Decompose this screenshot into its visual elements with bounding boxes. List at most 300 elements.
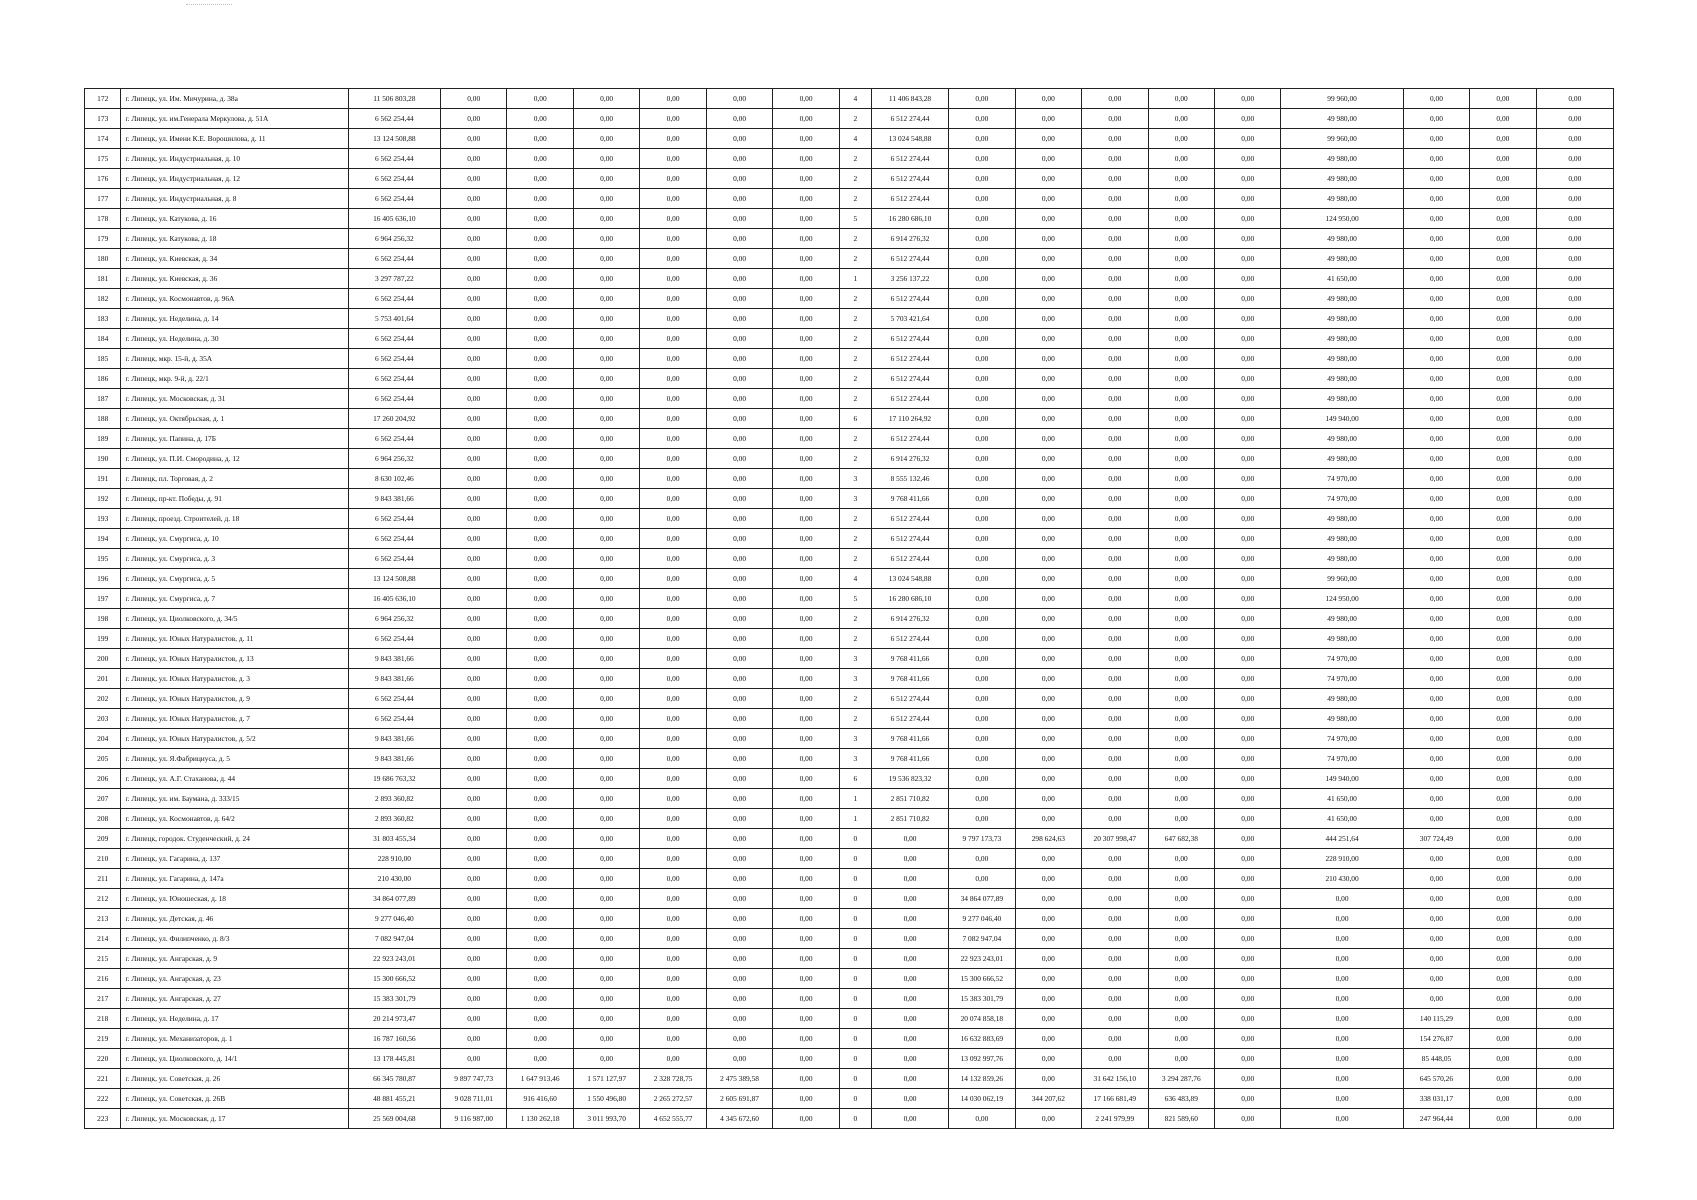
- value-cell: 0,00: [1082, 509, 1148, 529]
- value-cell: 0,00: [507, 369, 573, 389]
- address-cell: г. Липецк, ул. Им. Мичурина, д. 38а: [121, 89, 348, 109]
- address-cell: г. Липецк, ул. Октябрьская, д. 1: [121, 409, 348, 429]
- value-cell: 16 280 686,10: [871, 589, 948, 609]
- value-cell: 0,00: [507, 689, 573, 709]
- value-cell: 0,00: [507, 869, 573, 889]
- value-cell: 0,00: [871, 909, 948, 929]
- value-cell: 0,00: [1403, 189, 1469, 209]
- value-cell: 0,00: [1015, 949, 1081, 969]
- row-number-cell: 189: [85, 429, 121, 449]
- address-cell: г. Липецк, ул. Юных Натуралистов, д. 5/2: [121, 729, 348, 749]
- value-cell: 0,00: [1215, 569, 1281, 589]
- value-cell: 6 512 274,44: [871, 549, 948, 569]
- value-cell: 821 589,60: [1148, 1109, 1214, 1129]
- row-number-cell: 217: [85, 989, 121, 1009]
- value-cell: 0,00: [1148, 329, 1214, 349]
- value-cell: 0,00: [1470, 149, 1536, 169]
- value-cell: 0,00: [1403, 749, 1469, 769]
- value-cell: 0,00: [640, 129, 706, 149]
- value-cell: 0,00: [1470, 369, 1536, 389]
- value-cell: 0,00: [1082, 709, 1148, 729]
- value-cell: 0,00: [1082, 849, 1148, 869]
- row-number-cell: 190: [85, 449, 121, 469]
- value-cell: 0,00: [573, 389, 639, 409]
- table-row: [85, 1069, 1614, 1089]
- value-cell: 17 260 204,92: [348, 409, 440, 429]
- value-cell: 0,00: [1536, 629, 1613, 649]
- value-cell: 0,00: [507, 669, 573, 689]
- value-cell: 0,00: [1403, 729, 1469, 749]
- value-cell: 0,00: [1015, 989, 1081, 1009]
- value-cell: 0,00: [1403, 429, 1469, 449]
- value-cell: 636 483,89: [1148, 1089, 1214, 1109]
- value-cell: 0,00: [1082, 209, 1148, 229]
- value-cell: 0,00: [1470, 729, 1536, 749]
- value-cell: 0,00: [1403, 389, 1469, 409]
- value-cell: 0,00: [1148, 589, 1214, 609]
- row-number-cell: 178: [85, 209, 121, 229]
- value-cell: 0,00: [507, 529, 573, 549]
- value-cell: 9 116 987,00: [440, 1109, 506, 1129]
- table-row: [85, 269, 1614, 289]
- value-cell: 9 277 046,40: [949, 909, 1015, 929]
- value-cell: 0,00: [706, 509, 772, 529]
- value-cell: 0,00: [640, 569, 706, 589]
- value-cell: 0,00: [573, 589, 639, 609]
- value-cell: 0,00: [949, 1109, 1015, 1129]
- value-cell: 0,00: [1470, 1069, 1536, 1089]
- value-cell: 0,00: [573, 369, 639, 389]
- value-cell: 0,00: [773, 409, 839, 429]
- value-cell: 0: [839, 929, 871, 949]
- value-cell: 0,00: [640, 209, 706, 229]
- value-cell: 6 964 256,32: [348, 229, 440, 249]
- value-cell: 0,00: [706, 149, 772, 169]
- value-cell: 0,00: [1148, 969, 1214, 989]
- value-cell: 0,00: [1148, 769, 1214, 789]
- value-cell: 0,00: [440, 709, 506, 729]
- value-cell: 15 383 301,79: [348, 989, 440, 1009]
- value-cell: 140 115,29: [1403, 1009, 1469, 1029]
- value-cell: 0,00: [706, 749, 772, 769]
- address-cell: г. Липецк, ул. Московская, д. 17: [121, 1109, 348, 1129]
- value-cell: 0,00: [1015, 909, 1081, 929]
- value-cell: 0,00: [440, 449, 506, 469]
- value-cell: 0,00: [1403, 869, 1469, 889]
- table-row: [85, 649, 1614, 669]
- value-cell: 0,00: [1015, 169, 1081, 189]
- value-cell: 0,00: [507, 509, 573, 529]
- value-cell: 0,00: [1403, 989, 1469, 1009]
- value-cell: 0: [839, 1089, 871, 1109]
- address-cell: г. Липецк, ул. Неделина, д. 14: [121, 309, 348, 329]
- value-cell: 0,00: [1215, 149, 1281, 169]
- value-cell: 0,00: [1015, 449, 1081, 469]
- value-cell: 0,00: [1470, 429, 1536, 449]
- address-cell: г. Липецк, ул. Индустриальная, д. 12: [121, 169, 348, 189]
- row-number-cell: 215: [85, 949, 121, 969]
- row-number-cell: 175: [85, 149, 121, 169]
- table-row: [85, 969, 1614, 989]
- value-cell: 0,00: [1403, 349, 1469, 369]
- value-cell: 0,00: [640, 349, 706, 369]
- value-cell: 0,00: [640, 929, 706, 949]
- value-cell: 0,00: [1148, 849, 1214, 869]
- value-cell: 0,00: [1015, 229, 1081, 249]
- value-cell: 0,00: [949, 629, 1015, 649]
- value-cell: 2 893 360,82: [348, 789, 440, 809]
- value-cell: 0,00: [640, 949, 706, 969]
- value-cell: 11 506 803,28: [348, 89, 440, 109]
- value-cell: 0,00: [1148, 689, 1214, 709]
- value-cell: 0,00: [949, 869, 1015, 889]
- value-cell: 0,00: [1082, 189, 1148, 209]
- value-cell: 0,00: [1470, 849, 1536, 869]
- value-cell: 6 562 254,44: [348, 689, 440, 709]
- value-cell: 0,00: [1148, 389, 1214, 409]
- value-cell: 0,00: [949, 609, 1015, 629]
- value-cell: 0,00: [1536, 809, 1613, 829]
- row-number-cell: 172: [85, 89, 121, 109]
- value-cell: 0: [839, 1109, 871, 1129]
- value-cell: 0,00: [640, 649, 706, 669]
- value-cell: 0,00: [440, 109, 506, 129]
- value-cell: 0,00: [871, 1069, 948, 1089]
- value-cell: 0,00: [1281, 889, 1403, 909]
- value-cell: 0,00: [507, 129, 573, 149]
- value-cell: 0,00: [1470, 749, 1536, 769]
- value-cell: 0,00: [1536, 89, 1613, 109]
- value-cell: 0,00: [573, 89, 639, 109]
- table-row: [85, 449, 1614, 469]
- value-cell: 0,00: [1015, 869, 1081, 889]
- value-cell: 0,00: [1403, 909, 1469, 929]
- value-cell: 0,00: [1470, 189, 1536, 209]
- value-cell: 0,00: [640, 989, 706, 1009]
- value-cell: 0,00: [1536, 909, 1613, 929]
- value-cell: 0,00: [1215, 1029, 1281, 1049]
- value-cell: 0,00: [1015, 549, 1081, 569]
- value-cell: 0,00: [1470, 489, 1536, 509]
- value-cell: 0,00: [1148, 869, 1214, 889]
- value-cell: 0,00: [1082, 449, 1148, 469]
- value-cell: 0,00: [1215, 529, 1281, 549]
- value-cell: 1 550 496,80: [573, 1089, 639, 1109]
- value-cell: 0,00: [640, 689, 706, 709]
- value-cell: 0,00: [1148, 149, 1214, 169]
- value-cell: 0,00: [640, 449, 706, 469]
- value-cell: 0,00: [1470, 109, 1536, 129]
- value-cell: 0: [839, 849, 871, 869]
- value-cell: 0,00: [1536, 669, 1613, 689]
- address-cell: г. Липецк, ул. Юных Натуралистов, д. 13: [121, 649, 348, 669]
- value-cell: 6 562 254,44: [348, 389, 440, 409]
- value-cell: 0,00: [1082, 369, 1148, 389]
- value-cell: 49 980,00: [1281, 529, 1403, 549]
- table-row: [85, 809, 1614, 829]
- value-cell: 0,00: [1536, 1069, 1613, 1089]
- value-cell: 0,00: [871, 829, 948, 849]
- value-cell: 444 251,64: [1281, 829, 1403, 849]
- value-cell: 0,00: [949, 89, 1015, 109]
- value-cell: 0,00: [773, 149, 839, 169]
- value-cell: 0,00: [1215, 209, 1281, 229]
- value-cell: 0,00: [573, 629, 639, 649]
- value-cell: 49 980,00: [1281, 229, 1403, 249]
- value-cell: 0,00: [1015, 709, 1081, 729]
- value-cell: 0,00: [440, 589, 506, 609]
- row-number-cell: 186: [85, 369, 121, 389]
- value-cell: 0,00: [573, 189, 639, 209]
- value-cell: 0,00: [1403, 629, 1469, 649]
- table-row: [85, 689, 1614, 709]
- value-cell: 0,00: [1403, 549, 1469, 569]
- value-cell: 0,00: [507, 329, 573, 349]
- value-cell: 0,00: [706, 1049, 772, 1069]
- value-cell: 0,00: [1470, 469, 1536, 489]
- value-cell: 31 803 455,34: [348, 829, 440, 849]
- value-cell: 0,00: [1536, 289, 1613, 309]
- value-cell: 0,00: [949, 169, 1015, 189]
- value-cell: 0,00: [1403, 649, 1469, 669]
- table-row: [85, 249, 1614, 269]
- value-cell: 0,00: [706, 229, 772, 249]
- value-cell: 0,00: [507, 849, 573, 869]
- value-cell: 0,00: [1082, 929, 1148, 949]
- value-cell: 0,00: [1015, 1029, 1081, 1049]
- value-cell: 6 964 256,32: [348, 449, 440, 469]
- value-cell: 0,00: [573, 289, 639, 309]
- value-cell: 0,00: [1470, 589, 1536, 609]
- address-cell: г. Липецк, ул. Смургиса, д. 7: [121, 589, 348, 609]
- value-cell: 0,00: [440, 769, 506, 789]
- value-cell: 0,00: [440, 269, 506, 289]
- value-cell: 0,00: [706, 309, 772, 329]
- value-cell: 0,00: [773, 509, 839, 529]
- value-cell: 0,00: [773, 649, 839, 669]
- value-cell: 74 970,00: [1281, 469, 1403, 489]
- value-cell: 3: [839, 669, 871, 689]
- value-cell: 0,00: [1148, 569, 1214, 589]
- value-cell: 0,00: [706, 449, 772, 469]
- value-cell: 0,00: [1403, 149, 1469, 169]
- value-cell: 3 256 137,22: [871, 269, 948, 289]
- address-cell: г. Липецк, ул. им.Генерала Меркулова, д. 51А: [121, 109, 348, 129]
- value-cell: 0,00: [1536, 989, 1613, 1009]
- value-cell: 0,00: [1082, 729, 1148, 749]
- value-cell: 0,00: [1082, 589, 1148, 609]
- address-cell: г. Липецк, ул. Гагарина, д. 137: [121, 849, 348, 869]
- value-cell: 0,00: [507, 209, 573, 229]
- address-cell: г. Липецк, ул. Киевская, д. 36: [121, 269, 348, 289]
- value-cell: 0,00: [1148, 189, 1214, 209]
- address-cell: г. Липецк, мкр. 9-й, д. 22/1: [121, 369, 348, 389]
- value-cell: 0,00: [1536, 1109, 1613, 1129]
- value-cell: 6 512 274,44: [871, 689, 948, 709]
- row-number-cell: 177: [85, 189, 121, 209]
- value-cell: 0,00: [1015, 409, 1081, 429]
- value-cell: 74 970,00: [1281, 649, 1403, 669]
- value-cell: 0,00: [640, 889, 706, 909]
- value-cell: 0,00: [440, 929, 506, 949]
- table-row: [85, 549, 1614, 569]
- value-cell: 0,00: [507, 89, 573, 109]
- value-cell: 0,00: [440, 969, 506, 989]
- value-cell: 0,00: [1536, 249, 1613, 269]
- value-cell: 74 970,00: [1281, 729, 1403, 749]
- value-cell: 0,00: [1015, 149, 1081, 169]
- value-cell: 0,00: [706, 249, 772, 269]
- value-cell: 14 030 062,19: [949, 1089, 1015, 1109]
- value-cell: 1: [839, 789, 871, 809]
- table-row: [85, 629, 1614, 649]
- value-cell: 0,00: [706, 389, 772, 409]
- value-cell: 0,00: [1015, 749, 1081, 769]
- value-cell: 0,00: [640, 969, 706, 989]
- value-cell: 0,00: [1148, 889, 1214, 909]
- value-cell: 0,00: [573, 689, 639, 709]
- value-cell: 0,00: [1470, 349, 1536, 369]
- table-row: [85, 729, 1614, 749]
- value-cell: 4: [839, 89, 871, 109]
- value-cell: 0,00: [573, 209, 639, 229]
- value-cell: 0,00: [1015, 809, 1081, 829]
- table-row: [85, 1089, 1614, 1109]
- value-cell: 0,00: [949, 409, 1015, 429]
- row-number-cell: 223: [85, 1109, 121, 1129]
- value-cell: 0,00: [1215, 349, 1281, 369]
- value-cell: 0,00: [507, 1049, 573, 1069]
- value-cell: 0,00: [1082, 129, 1148, 149]
- row-number-cell: 183: [85, 309, 121, 329]
- address-cell: г. Липецк, ул. А.Г. Стаханова, д. 44: [121, 769, 348, 789]
- value-cell: 0,00: [706, 869, 772, 889]
- value-cell: 0,00: [507, 1009, 573, 1029]
- value-cell: 15 383 301,79: [949, 989, 1015, 1009]
- value-cell: 0,00: [1015, 389, 1081, 409]
- value-cell: 0,00: [1536, 889, 1613, 909]
- value-cell: 14 132 859,26: [949, 1069, 1015, 1089]
- value-cell: 0,00: [1281, 1109, 1403, 1129]
- address-cell: г. Липецк, ул. П.И. Смородина, д. 12: [121, 449, 348, 469]
- value-cell: 0,00: [773, 209, 839, 229]
- row-number-cell: 211: [85, 869, 121, 889]
- value-cell: 2 265 272,57: [640, 1089, 706, 1109]
- value-cell: 0,00: [949, 209, 1015, 229]
- value-cell: 0,00: [1536, 389, 1613, 409]
- value-cell: 0,00: [773, 749, 839, 769]
- value-cell: 0,00: [1082, 529, 1148, 549]
- value-cell: 0,00: [706, 809, 772, 829]
- value-cell: 0,00: [440, 89, 506, 109]
- value-cell: 0,00: [949, 649, 1015, 669]
- value-cell: 0,00: [1015, 569, 1081, 589]
- value-cell: 0,00: [1082, 149, 1148, 169]
- value-cell: 0,00: [949, 709, 1015, 729]
- value-cell: 6 562 254,44: [348, 429, 440, 449]
- value-cell: 0,00: [1281, 989, 1403, 1009]
- value-cell: 0,00: [773, 629, 839, 649]
- value-cell: 0,00: [1082, 469, 1148, 489]
- value-cell: 0,00: [1403, 129, 1469, 149]
- value-cell: 0,00: [440, 349, 506, 369]
- value-cell: 0,00: [1536, 869, 1613, 889]
- value-cell: 49 980,00: [1281, 369, 1403, 389]
- value-cell: 0,00: [573, 709, 639, 729]
- value-cell: 0,00: [1403, 709, 1469, 729]
- value-cell: 0,00: [773, 449, 839, 469]
- table-row: [85, 889, 1614, 909]
- value-cell: 3: [839, 469, 871, 489]
- address-cell: г. Липецк, ул. Смургиса, д. 10: [121, 529, 348, 549]
- value-cell: 0,00: [1015, 109, 1081, 129]
- value-cell: 0,00: [440, 609, 506, 629]
- value-cell: 13 124 508,88: [348, 569, 440, 589]
- value-cell: 0,00: [1403, 969, 1469, 989]
- value-cell: 6 914 276,32: [871, 449, 948, 469]
- value-cell: 0,00: [1082, 889, 1148, 909]
- value-cell: 0,00: [1281, 969, 1403, 989]
- address-cell: г. Липецк, ул. Юных Натуралистов, д. 9: [121, 689, 348, 709]
- address-cell: г. Липецк, ул. Ангарская, д. 27: [121, 989, 348, 1009]
- value-cell: 0,00: [1281, 1089, 1403, 1109]
- value-cell: 0,00: [1536, 969, 1613, 989]
- value-cell: 0,00: [440, 509, 506, 529]
- value-cell: 6 512 274,44: [871, 509, 948, 529]
- value-cell: 0,00: [1536, 149, 1613, 169]
- value-cell: 0,00: [1082, 409, 1148, 429]
- row-number-cell: 214: [85, 929, 121, 949]
- value-cell: 0,00: [773, 329, 839, 349]
- value-cell: 0,00: [1148, 269, 1214, 289]
- value-cell: 0,00: [1082, 329, 1148, 349]
- value-cell: 0,00: [1470, 809, 1536, 829]
- value-cell: 0,00: [573, 749, 639, 769]
- value-cell: 0,00: [1215, 429, 1281, 449]
- value-cell: 0,00: [573, 149, 639, 169]
- value-cell: 0,00: [1470, 269, 1536, 289]
- value-cell: 8 630 102,46: [348, 469, 440, 489]
- value-cell: 0,00: [1470, 629, 1536, 649]
- value-cell: 49 980,00: [1281, 329, 1403, 349]
- row-number-cell: 203: [85, 709, 121, 729]
- value-cell: 49 980,00: [1281, 549, 1403, 569]
- value-cell: 0,00: [706, 649, 772, 669]
- value-cell: 0,00: [1470, 649, 1536, 669]
- value-cell: 0,00: [1470, 549, 1536, 569]
- value-cell: 0,00: [949, 569, 1015, 589]
- table-row: [85, 829, 1614, 849]
- address-cell: г. Липецк, ул. Имени К.Е. Ворошилова, д. 11: [121, 129, 348, 149]
- value-cell: 3 294 287,76: [1148, 1069, 1214, 1089]
- row-number-cell: 216: [85, 969, 121, 989]
- value-cell: 0,00: [1536, 1009, 1613, 1029]
- value-cell: 0,00: [949, 469, 1015, 489]
- value-cell: 1: [839, 269, 871, 289]
- value-cell: 0,00: [507, 889, 573, 909]
- value-cell: 0,00: [1015, 1109, 1081, 1129]
- value-cell: 2 328 728,75: [640, 1069, 706, 1089]
- row-number-cell: 193: [85, 509, 121, 529]
- value-cell: 0,00: [640, 849, 706, 869]
- value-cell: 0,00: [640, 789, 706, 809]
- table-row: [85, 529, 1614, 549]
- table-row: [85, 229, 1614, 249]
- value-cell: 0,00: [1215, 389, 1281, 409]
- value-cell: 0,00: [706, 589, 772, 609]
- value-cell: 0,00: [1215, 909, 1281, 929]
- value-cell: 1 571 127,97: [573, 1069, 639, 1089]
